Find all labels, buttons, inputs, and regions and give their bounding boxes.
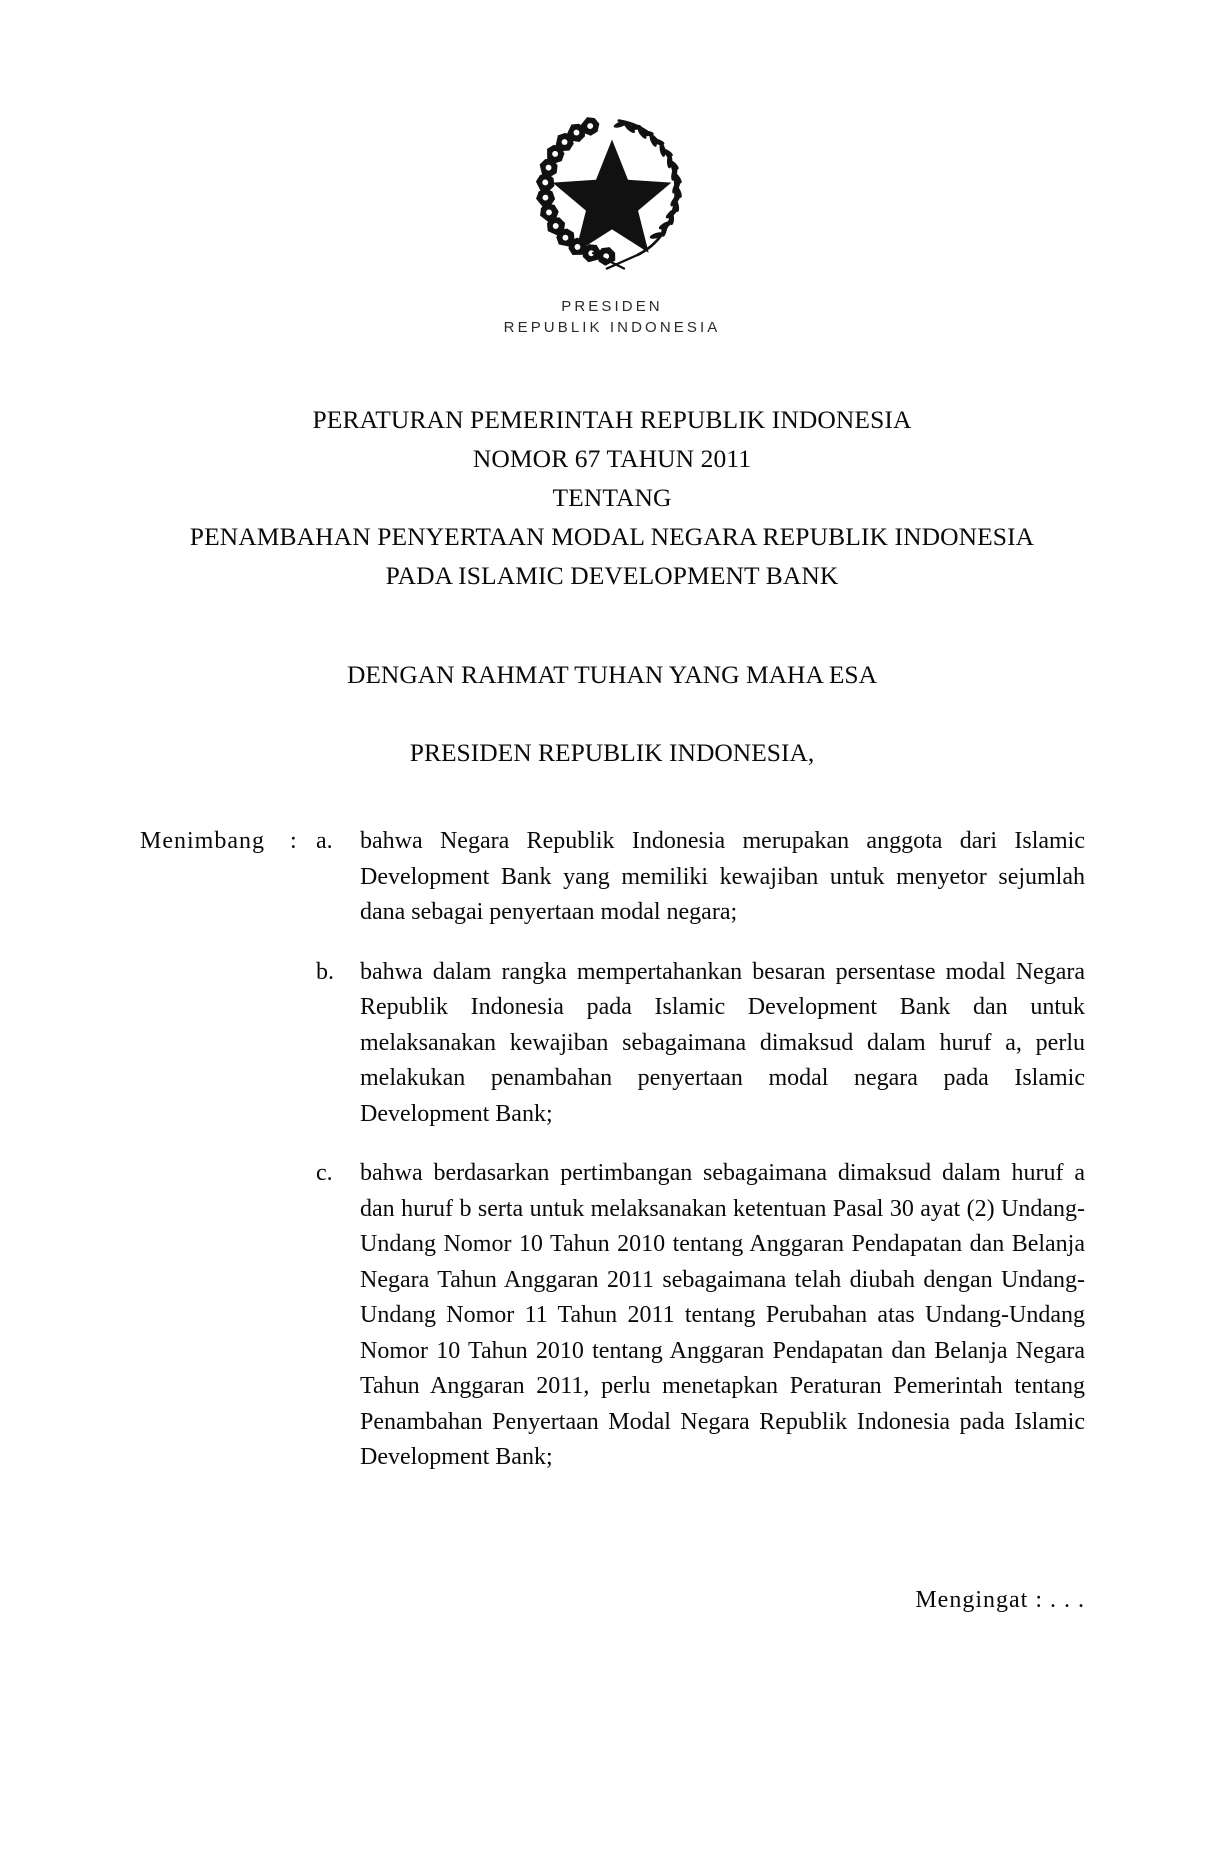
considering-colon: : (290, 828, 297, 854)
considering-item-marker: b. (316, 958, 334, 985)
considering-item-text: bahwa Negara Republik Indonesia merupakan anggota dari Islamic Development Bank yang memiliki kewajiban untuk menyetor sejumlah dana sebagai penyertaan modal negara; (360, 828, 1085, 925)
title-line-subject-2: PADA ISLAMIC DEVELOPMENT BANK (385, 561, 839, 590)
considering-items-list (316, 824, 1085, 1476)
considering-label: Menimbang (140, 828, 265, 854)
title-line-number: NOMOR 67 TAHUN 2011 (472, 444, 752, 473)
considering-item (316, 824, 1085, 931)
emblem-container (0, 100, 1224, 272)
letterhead-line-republic: REPUBLIK INDONESIA (503, 319, 721, 336)
title-line-subject-1: PENAMBAHAN PENYERTAAN MODAL NEGARA REPUBLIK INDONESIA (189, 522, 1035, 551)
letterhead-line-president: PRESIDEN (561, 298, 663, 315)
page-continuation-note: Mengingat : . . . (915, 1587, 1085, 1613)
preamble-authority: PRESIDEN REPUBLIK INDONESIA, (409, 738, 815, 767)
considering-item-text: bahwa dalam rangka mempertahankan besaran persentase modal Negara Republik Indonesia pada Islamic Development Bank dan untuk melaksanakan kewajiban sebagaimana dimaksud dalam huruf a, perlu melakukan penambahan penyertaan modal negara pada Islamic Development Bank; (360, 958, 1085, 1127)
considering-item (316, 1156, 1085, 1476)
preamble-spacer (112, 694, 1112, 733)
considering-item-text: bahwa berdasarkan pertimbangan sebagaimana dimaksud dalam huruf a dan huruf b serta untuk melaksanakan ketentuan Pasal 30 ayat (2) Undang-Undang Nomor 10 Tahun 2010 tentang Anggaran Pendapatan dan Belanja Negara Tahun Anggaran 2011 sebagaimana telah diubah dengan Undang-Undang Nomor 11 Tahun 2011 tentang Perubahan atas Undang-Undang Nomor 10 Tahun 2010 tentang Anggaran Pendapatan dan Belanja Negara Tahun Anggaran 2011, perlu menetapkan Peraturan Pemerintah tentang Penambahan Penyertaan Modal Negara Republik Indonesia pada Islamic Development Bank; (360, 1160, 1085, 1470)
preamble-blessing: DENGAN RAHMAT TUHAN YANG MAHA ESA (346, 660, 878, 689)
letterhead (0, 296, 1224, 338)
considering-item-marker: a. (316, 828, 333, 854)
considering-row (140, 824, 1085, 1476)
document-title-block (112, 400, 1112, 595)
preamble-block (112, 655, 1112, 772)
considering-section (140, 824, 1085, 1476)
indonesia-presidential-seal-icon (526, 100, 698, 272)
considering-item (316, 955, 1085, 1133)
title-line-regulation: PERATURAN PEMERINTAH REPUBLIK INDONESIA (312, 405, 912, 434)
considering-item-marker: c. (316, 1160, 333, 1186)
title-line-about: TENTANG (552, 483, 672, 512)
